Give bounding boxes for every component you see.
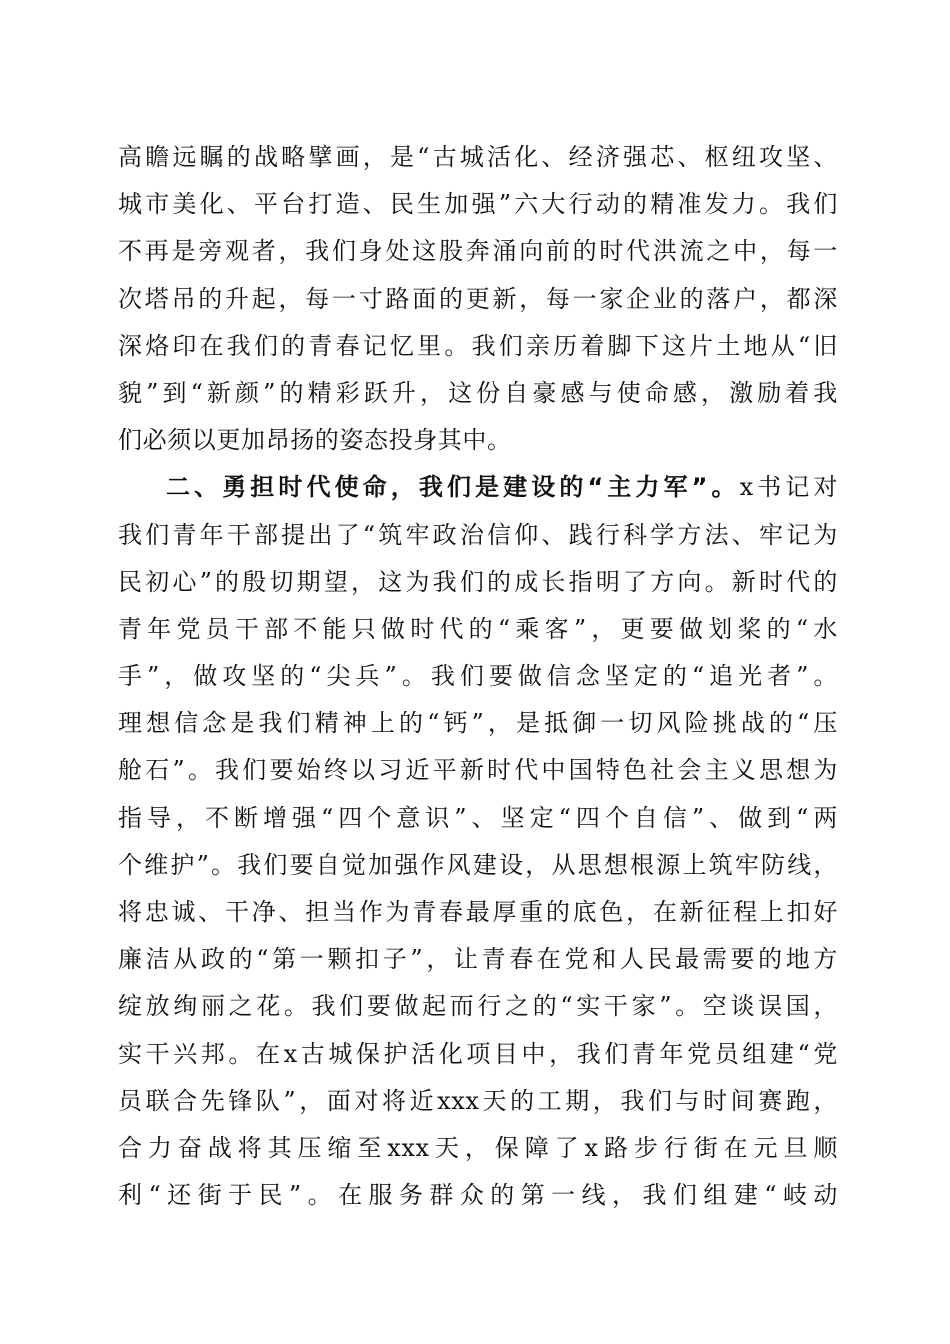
text-line: 利“还街于民”。在服务群众的第一线，我们组建“岐动 <box>118 1181 838 1210</box>
text-line: 高瞻远瞩的战略擘画，是“古城活化、经济强芯、枢纽攻坚、 <box>118 143 838 171</box>
paragraph-2 <box>118 464 838 1219</box>
heading-line <box>118 464 838 511</box>
text-line: 手”，做攻坚的“尖兵”。我们要做信念坚定的“追光者”。 <box>118 662 838 691</box>
text-line: 员联合先锋队”，面对将近xxx天的工期，我们与时间赛跑， <box>118 1086 838 1115</box>
text-line: 深烙印在我们的青春记忆里。我们亲历着脚下这片土地从“旧 <box>118 331 838 360</box>
text-line: 舱石”。我们要始终以习近平新时代中国特色社会主义思想为 <box>118 756 838 785</box>
text-line: 青年党员干部不能只做时代的“乘客”，更要做划桨的“水 <box>118 614 838 643</box>
heading-line-rest: x书记对 <box>739 473 839 502</box>
text-line: 合力奋战将其压缩至xxx天，保障了x路步行街在元旦顺 <box>118 1133 838 1162</box>
text-line: 绽放绚丽之花。我们要做起而行之的“实干家”。空谈误国， <box>118 992 838 1021</box>
text-line: 们必须以更加昂扬的姿态投身其中。 <box>118 426 512 455</box>
section-heading: 二、勇担时代使命，我们是建设的“主力军”。 <box>166 473 740 502</box>
text-line: 实干兴邦。在x古城保护活化项目中，我们青年党员组建“党 <box>118 1039 838 1068</box>
text-line: 貌”到“新颜”的精彩跃升，这份自豪感与使命感，激励着我 <box>118 378 838 407</box>
text-line: 理想信念是我们精神上的“钙”，是抵御一切风险挑战的“压 <box>118 709 838 738</box>
text-line: 个维护”。我们要自觉加强作风建设，从思想根源上筑牢防线， <box>118 850 838 879</box>
text-line: 指导，不断增强“四个意识”、坚定“四个自信”、做到“两 <box>118 803 838 832</box>
paragraph-1 <box>118 134 838 464</box>
text-line: 廉洁从政的“第一颗扣子”，让青春在党和人民最需要的地方 <box>118 945 838 974</box>
text-line: 将忠诚、干净、担当作为青春最厚重的底色，在新征程上扣好 <box>118 898 838 926</box>
text-line: 民初心”的殷切期望，这为我们的成长指明了方向。新时代的 <box>118 567 838 596</box>
text-line: 次塔吊的升起，每一寸路面的更新，每一家企业的落户，都深 <box>118 284 838 313</box>
text-line: 我们青年干部提出了“筑牢政治信仰、践行科学方法、牢记为 <box>118 520 838 549</box>
document-body <box>118 134 838 1219</box>
text-line: 不再是旁观者，我们身处这股奔涌向前的时代洪流之中，每一 <box>118 237 838 266</box>
text-line: 城市美化、平台打造、民生加强”六大行动的精准发力。我们 <box>118 190 838 219</box>
